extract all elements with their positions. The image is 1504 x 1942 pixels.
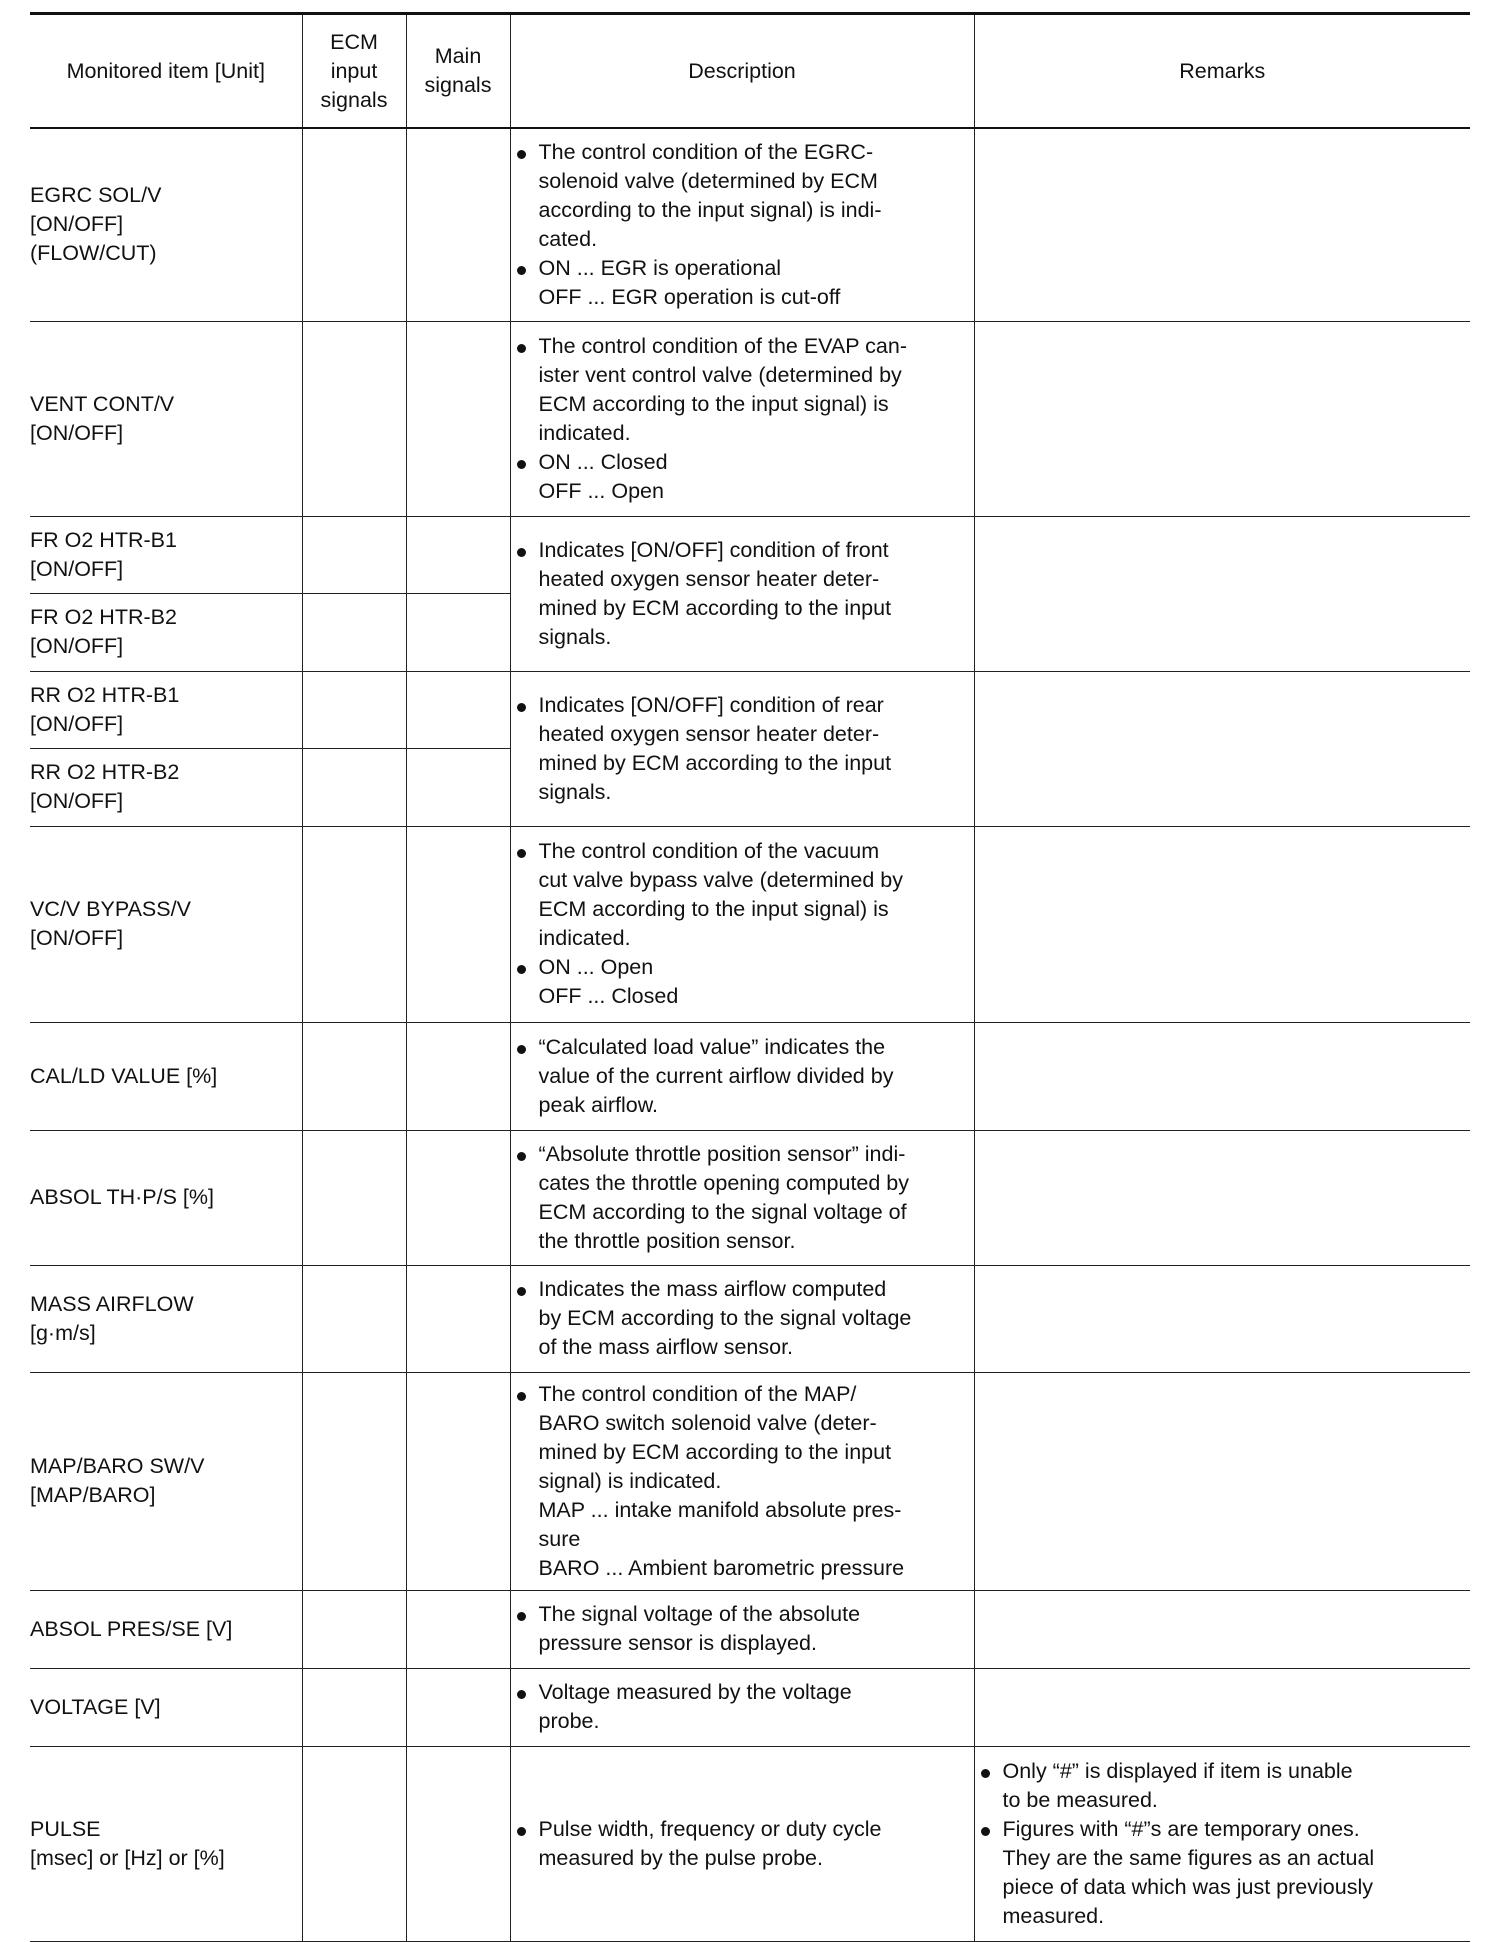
ecm-input-signals-cell: [302, 1668, 406, 1746]
main-signals-cell: [406, 128, 510, 321]
description-cell: [510, 826, 974, 1022]
main-signals-cell: [406, 1265, 510, 1372]
monitored-item-cell: FR O2 HTR-B1 [ON/OFF]: [30, 516, 302, 593]
ecm-input-signals-cell: [302, 516, 406, 593]
remarks-cell: [974, 1265, 1470, 1372]
table-row: [30, 1130, 1470, 1265]
monitored-item-cell: VOLTAGE [V]: [30, 1668, 302, 1746]
monitored-item-cell: MAP/BARO SW/V [MAP/BARO]: [30, 1372, 302, 1590]
description-cell: [510, 1265, 974, 1372]
ecm-input-signals-cell: [302, 1746, 406, 1941]
remarks-cell: [974, 826, 1470, 1022]
main-signals-cell: [406, 748, 510, 826]
ecm-input-signals-cell: [302, 128, 406, 321]
remarks-cell: [974, 128, 1470, 321]
description-bullet: ON ... Open: [511, 953, 974, 982]
table-row: [30, 1746, 1470, 1941]
remarks-bullet: Figures with “#”s are temporary ones. They are the same figures as an actual piece of data which was just previously measured.: [975, 1815, 1471, 1931]
table-row: [30, 826, 1470, 1022]
monitored-item-cell: PULSE [msec] or [Hz] or [%]: [30, 1746, 302, 1941]
main-signals-cell: [406, 1668, 510, 1746]
description-cell: [510, 671, 974, 826]
remarks-cell: [974, 671, 1470, 826]
remarks-cell: [974, 1590, 1470, 1668]
description-bullet: Indicates [ON/OFF] condition of front heated oxygen sensor heater deter- mined by ECM according to the input signals.: [511, 536, 974, 652]
description-bullet: ON ... Closed: [511, 448, 974, 477]
description-cell: [510, 321, 974, 516]
table-row: [30, 1022, 1470, 1130]
description-cell: [510, 1746, 974, 1941]
monitored-item-cell: EGRC SOL/V [ON/OFF] (FLOW/CUT): [30, 128, 302, 321]
main-signals-cell: [406, 1372, 510, 1590]
table-row: [30, 128, 1470, 321]
header-ecm-input-signals: ECM input signals: [302, 14, 406, 129]
remarks-cell: [974, 321, 1470, 516]
description-bullet: The control condition of the EVAP can- ister vent control valve (determined by ECM according to the input signal) is indicated.: [511, 332, 974, 448]
monitored-item-cell: RR O2 HTR-B1 [ON/OFF]: [30, 671, 302, 748]
monitored-items-table: [30, 12, 1470, 1942]
description-cell: [510, 516, 974, 671]
description-cell: [510, 1130, 974, 1265]
description-bullet: Pulse width, frequency or duty cycle measured by the pulse probe.: [511, 1815, 974, 1873]
table-row: [30, 671, 1470, 748]
description-cell: [510, 128, 974, 321]
monitored-item-cell: RR O2 HTR-B2 [ON/OFF]: [30, 748, 302, 826]
description-bullet: The control condition of the MAP/ BARO switch solenoid valve (deter- mined by ECM according to the input signal) is indicated.: [511, 1380, 974, 1496]
ecm-input-signals-cell: [302, 1265, 406, 1372]
main-signals-cell: [406, 1130, 510, 1265]
main-signals-cell: [406, 1746, 510, 1941]
ecm-input-signals-cell: [302, 321, 406, 516]
main-signals-cell: [406, 593, 510, 671]
description-bullet: The signal voltage of the absolute pressure sensor is displayed.: [511, 1600, 974, 1658]
table-row: [30, 516, 1470, 593]
description-bullet: The control condition of the EGRC- solenoid valve (determined by ECM according to the input signal) is indi- cated.: [511, 138, 974, 254]
main-signals-cell: [406, 826, 510, 1022]
table-row: [30, 321, 1470, 516]
ecm-input-signals-cell: [302, 1372, 406, 1590]
table-row: [30, 1265, 1470, 1372]
ecm-input-signals-cell: [302, 1022, 406, 1130]
remarks-cell: [974, 516, 1470, 671]
description-cell: [510, 1590, 974, 1668]
monitored-item-cell: ABSOL TH·P/S [%]: [30, 1130, 302, 1265]
description-continuation: OFF ... Closed: [538, 984, 679, 1008]
description-cell: [510, 1022, 974, 1130]
monitored-item-cell: ABSOL PRES/SE [V]: [30, 1590, 302, 1668]
ecm-input-signals-cell: [302, 1590, 406, 1668]
header-description: Description: [510, 14, 974, 129]
description-bullet: Indicates the mass airflow computed by ECM according to the signal voltage of the mass airflow sensor.: [511, 1275, 974, 1362]
table-row: [30, 1372, 1470, 1590]
ecm-input-signals-cell: [302, 826, 406, 1022]
description-bullet: The control condition of the vacuum cut valve bypass valve (determined by ECM according to the input signal) is indicated.: [511, 837, 974, 953]
monitored-item-cell: VENT CONT/V [ON/OFF]: [30, 321, 302, 516]
table-row: [30, 1590, 1470, 1668]
main-signals-cell: [406, 1590, 510, 1668]
header-row: [30, 14, 1470, 129]
description-bullet: Indicates [ON/OFF] condition of rear heated oxygen sensor heater deter- mined by ECM according to the input signals.: [511, 691, 974, 807]
main-signals-cell: [406, 1022, 510, 1130]
description-continuation: OFF ... Open: [538, 478, 664, 503]
main-signals-cell: [406, 671, 510, 748]
description-bullet: ON ... EGR is operational: [511, 254, 974, 283]
remarks-bullet: Only “#” is displayed if item is unable to be measured.: [975, 1757, 1471, 1815]
description-continuation: BARO ... Ambient barometric pressure: [538, 1555, 905, 1580]
ecm-input-signals-cell: [302, 1130, 406, 1265]
description-bullet: “Absolute throttle position sensor” indi- cates the throttle opening computed by ECM according to the signal voltage of the throttle position sensor.: [511, 1140, 974, 1256]
remarks-cell: [974, 1372, 1470, 1590]
description-continuation: MAP ... intake manifold absolute pres- sure: [538, 1497, 902, 1551]
table-row: [30, 1668, 1470, 1746]
remarks-cell: [974, 1746, 1470, 1941]
monitored-item-cell: CAL/LD VALUE [%]: [30, 1022, 302, 1130]
monitored-item-cell: VC/V BYPASS/V [ON/OFF]: [30, 826, 302, 1022]
monitored-item-cell: FR O2 HTR-B2 [ON/OFF]: [30, 593, 302, 671]
main-signals-cell: [406, 516, 510, 593]
header-main-signals: Main signals: [406, 14, 510, 129]
description-bullet: “Calculated load value” indicates the value of the current airflow divided by peak airflow.: [511, 1033, 974, 1120]
description-continuation: OFF ... EGR operation is cut-off: [538, 284, 841, 309]
description-cell: [510, 1372, 974, 1590]
remarks-cell: [974, 1668, 1470, 1746]
ecm-input-signals-cell: [302, 748, 406, 826]
remarks-cell: [974, 1022, 1470, 1130]
description-cell: [510, 1668, 974, 1746]
header-remarks: Remarks: [974, 14, 1470, 129]
ecm-input-signals-cell: [302, 671, 406, 748]
description-bullet: Voltage measured by the voltage probe.: [511, 1678, 974, 1736]
ecm-input-signals-cell: [302, 593, 406, 671]
header-monitored-item: Monitored item [Unit]: [30, 14, 302, 129]
main-signals-cell: [406, 321, 510, 516]
remarks-cell: [974, 1130, 1470, 1265]
monitored-item-cell: MASS AIRFLOW [g·m/s]: [30, 1265, 302, 1372]
